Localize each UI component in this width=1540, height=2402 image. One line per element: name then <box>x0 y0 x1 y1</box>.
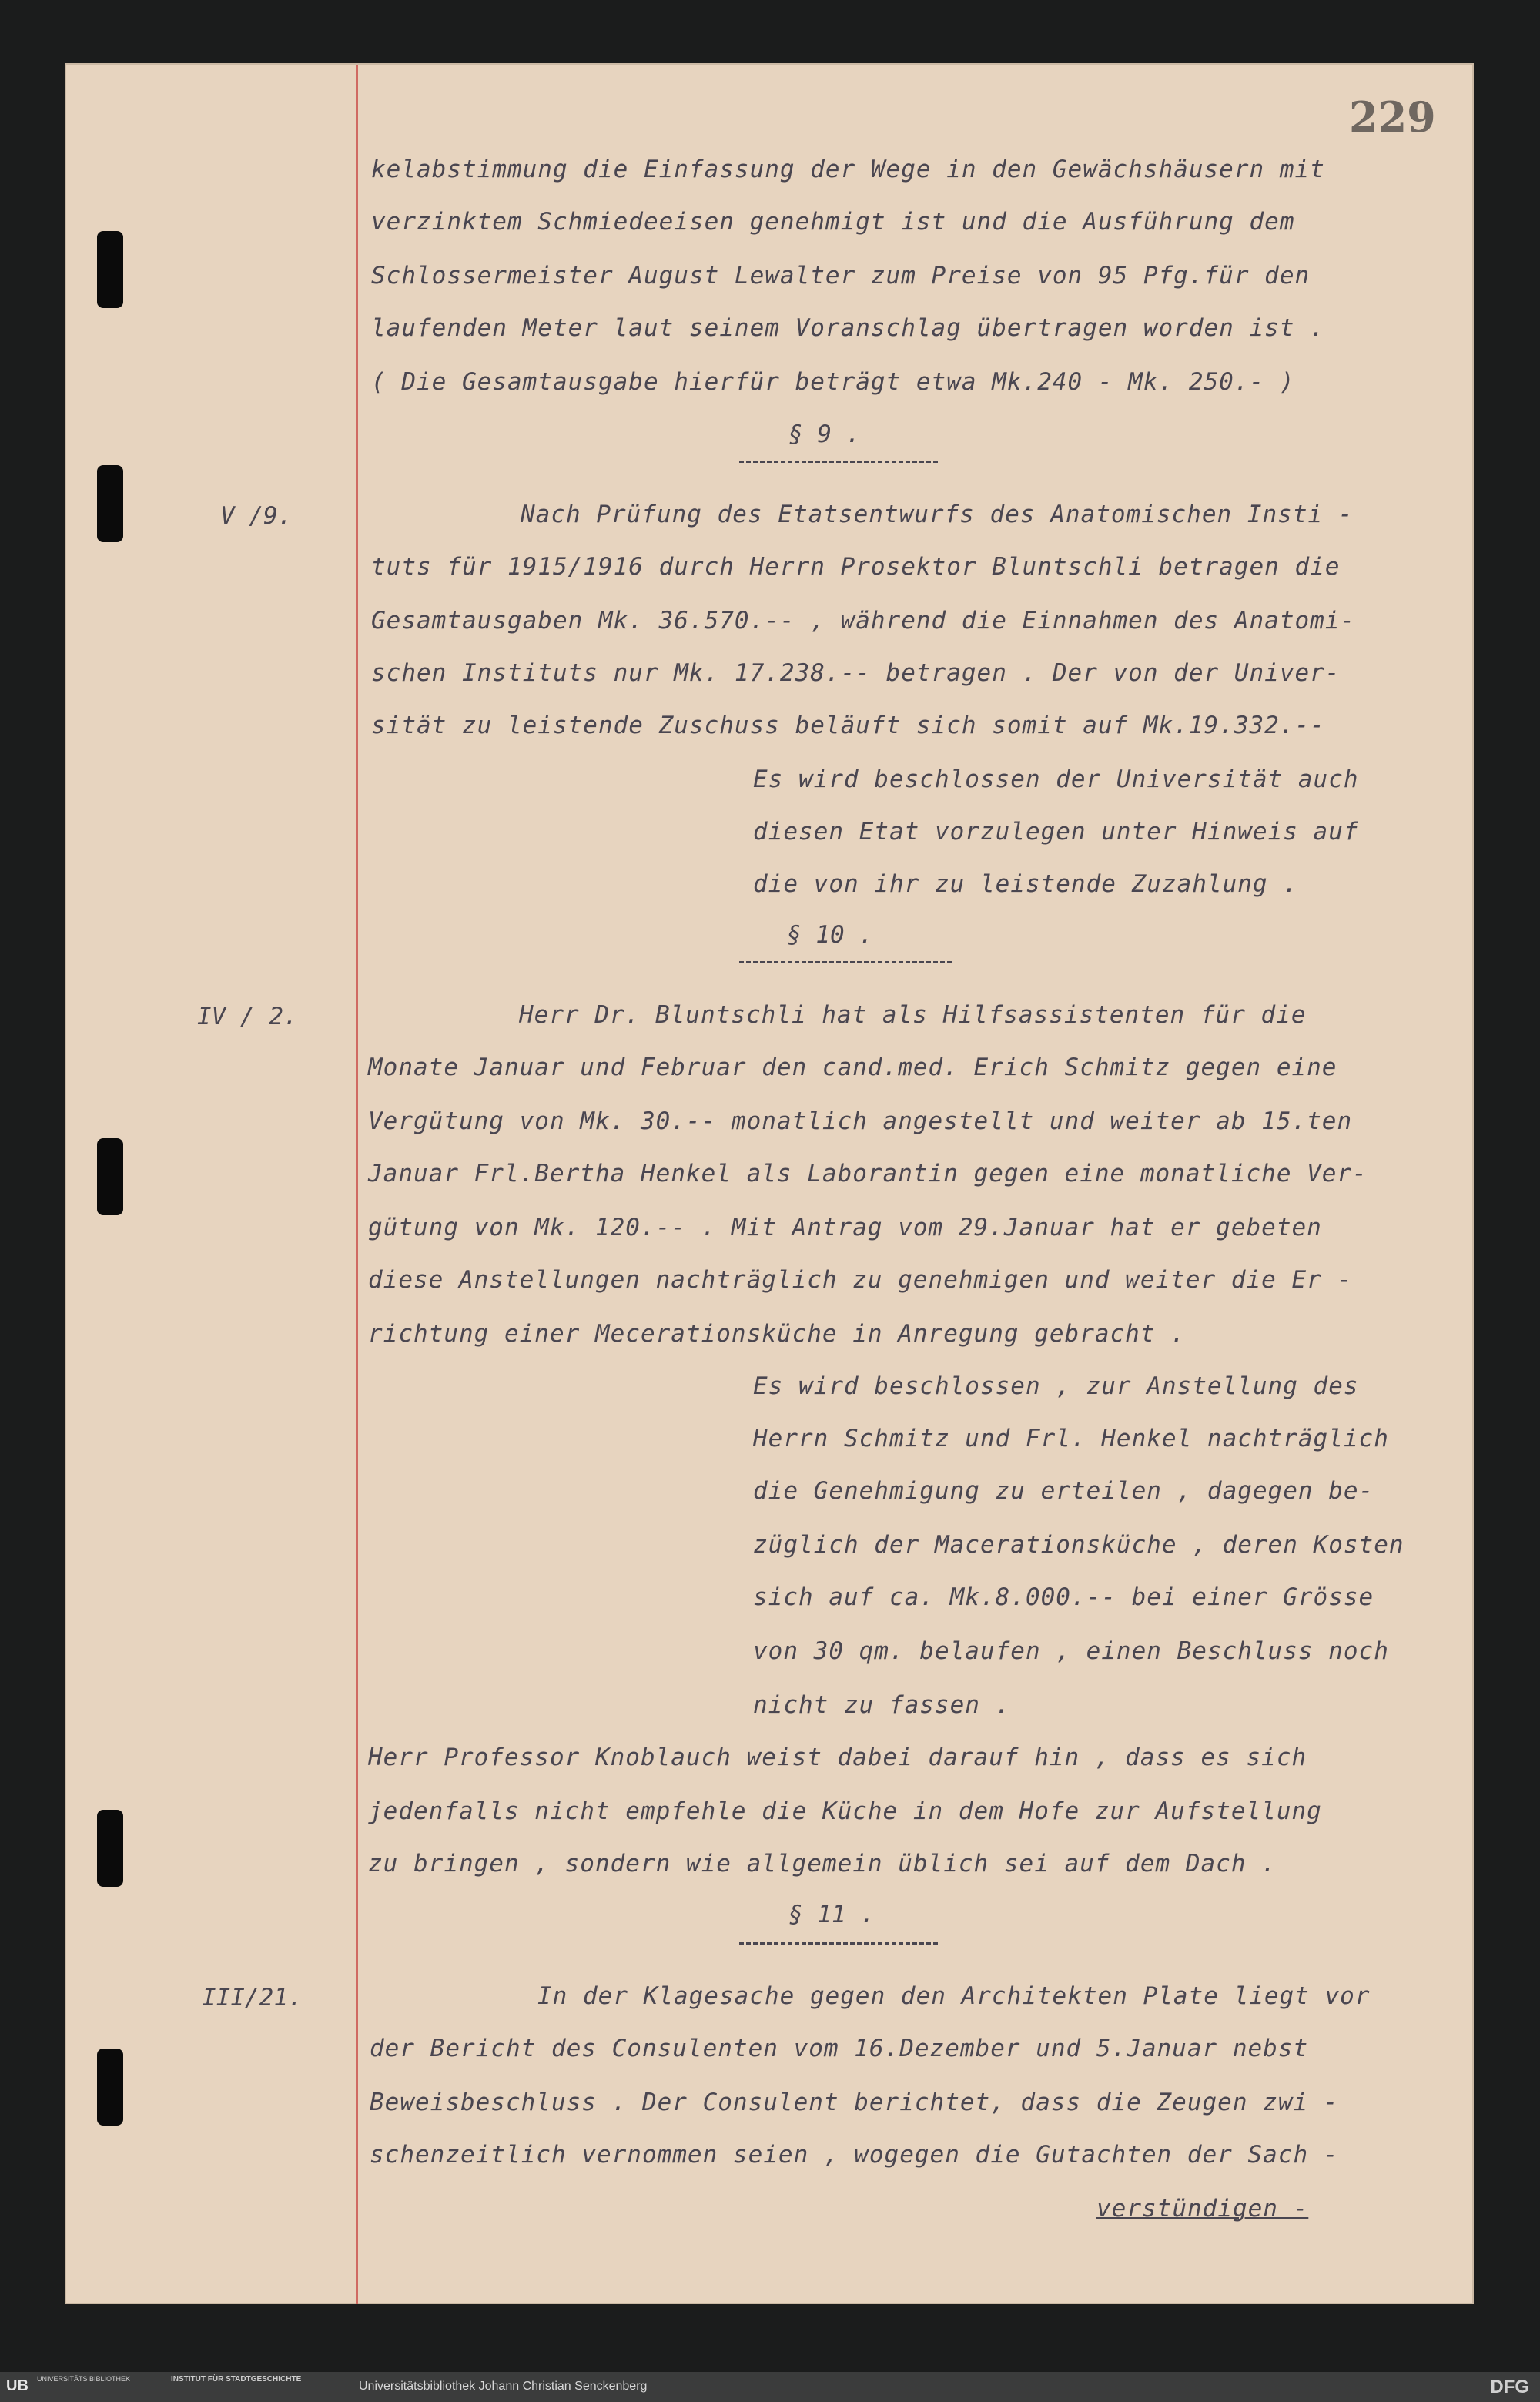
body-line: Gesamtausgaben Mk. 36.570.-- , während die Einnahmen des Anatomi- <box>371 607 1356 635</box>
body-line: Januar Frl.Bertha Henkel als Laborantin gegen eine monatliche Ver- <box>368 1160 1368 1188</box>
punch-hole <box>97 231 123 308</box>
body-line: ( Die Gesamtausgabe hierfür beträgt etwa Mk.240 - Mk. 250.- ) <box>371 368 1295 396</box>
decision-line: Es wird beschlossen , zur Anstellung des <box>753 1372 1359 1400</box>
body-line: tuts für 1915/1916 durch Herrn Prosektor Bluntschli betragen die <box>371 553 1341 581</box>
body-line: Beweisbeschluss . Der Consulent berichtet, dass die Zeugen zwi - <box>370 2089 1339 2116</box>
body-line: In der Klagesache gegen den Architekten Plate liegt vor <box>537 1982 1371 2010</box>
footer-bar <box>0 2372 1540 2402</box>
decision-line: die Genehmigung zu erteilen , dagegen be- <box>753 1477 1374 1505</box>
margin-reference: V /9. <box>220 502 293 530</box>
body-line: Schlossermeister August Lewalter zum Preise von 95 Pfg.für den <box>371 262 1311 290</box>
decision-line: züglich der Macerationsküche , deren Kosten <box>753 1531 1404 1559</box>
decision-line: diesen Etat vorzulegen unter Hinweis auf <box>753 818 1359 846</box>
body-line: verzinktem Schmiedeeisen genehmigt ist und die Ausführung dem <box>371 208 1295 236</box>
page-number: 229 <box>1349 92 1436 142</box>
section-heading: § 9 . <box>788 420 861 448</box>
decision-line: Herrn Schmitz und Frl. Henkel nachträglich <box>753 1425 1389 1452</box>
margin-rule <box>356 65 358 2304</box>
punch-hole <box>97 2049 123 2126</box>
punch-hole <box>97 465 123 542</box>
decision-line: Es wird beschlossen der Universität auch <box>753 765 1359 793</box>
body-line: schen Instituts nur Mk. 17.238.-- betragen . Der von der Univer- <box>371 659 1341 687</box>
body-line: richtung einer Mecerationsküche in Anregung gebracht . <box>368 1320 1186 1348</box>
body-line: jedenfalls nicht empfehle die Küche in dem Hofe zur Aufstellung <box>368 1797 1322 1825</box>
body-line: Herr Professor Knoblauch weist dabei darauf hin , dass es sich <box>368 1744 1307 1771</box>
section-underline <box>739 461 938 463</box>
ub-logo[interactable]: UB <box>6 2377 28 2394</box>
body-line: gütung von Mk. 120.-- . Mit Antrag vom 29.Januar hat er gebeten <box>368 1214 1322 1241</box>
body-line: laufenden Meter laut seinem Voranschlag übertragen worden ist . <box>371 314 1325 342</box>
library-name: Universitätsbibliothek Johann Christian Senckenberg <box>359 2380 648 2393</box>
section-underline <box>739 961 952 963</box>
decision-line: nicht zu fassen . <box>753 1691 1011 1719</box>
body-line: schenzeitlich vernommen seien , wogegen die Gutachten der Sach - <box>370 2141 1339 2169</box>
body-line: diese Anstellungen nachträglich zu genehmigen und weiter die Er - <box>368 1266 1353 1294</box>
decision-line: von 30 qm. belaufen , einen Beschluss noch <box>753 1637 1389 1665</box>
decision-line: die von ihr zu leistende Zuzahlung . <box>753 870 1298 898</box>
dfg-logo[interactable]: DFG <box>1490 2377 1529 2397</box>
body-line: der Bericht des Consulenten vom 16.Dezember und 5.Januar nebst <box>370 2035 1309 2062</box>
section-underline <box>739 1942 938 1945</box>
body-line: Monate Januar und Februar den cand.med. Erich Schmitz gegen eine <box>368 1054 1337 1081</box>
institute-logo[interactable]: INSTITUT FÜR STADTGESCHICHTE <box>171 2375 302 2384</box>
body-line: Vergütung von Mk. 30.-- monatlich angestellt und weiter ab 15.ten <box>368 1107 1353 1135</box>
ub-logo-text: UNIVERSITÄTS BIBLIOTHEK <box>37 2375 131 2383</box>
punch-hole <box>97 1138 123 1215</box>
body-line: sität zu leistende Zuschuss beläuft sich somit auf Mk.19.332.-- <box>371 712 1325 739</box>
section-heading: § 10 . <box>787 921 873 949</box>
margin-reference: IV / 2. <box>197 1003 298 1030</box>
section-heading: § 11 . <box>788 1901 875 1928</box>
margin-reference: III/21. <box>202 1984 303 2012</box>
punch-hole <box>97 1810 123 1887</box>
catchword: verstündigen - <box>1096 2195 1309 2223</box>
body-line: Herr Dr. Bluntschli hat als Hilfsassistenten für die <box>519 1001 1307 1029</box>
decision-line: sich auf ca. Mk.8.000.-- bei einer Grösse <box>753 1583 1374 1611</box>
body-line: kelabstimmung die Einfassung der Wege in den Gewächshäusern mit <box>371 156 1325 183</box>
body-line: zu bringen , sondern wie allgemein üblich sei auf dem Dach . <box>368 1850 1277 1878</box>
body-line: Nach Prüfung des Etatsentwurfs des Anatomischen Insti - <box>521 501 1354 528</box>
